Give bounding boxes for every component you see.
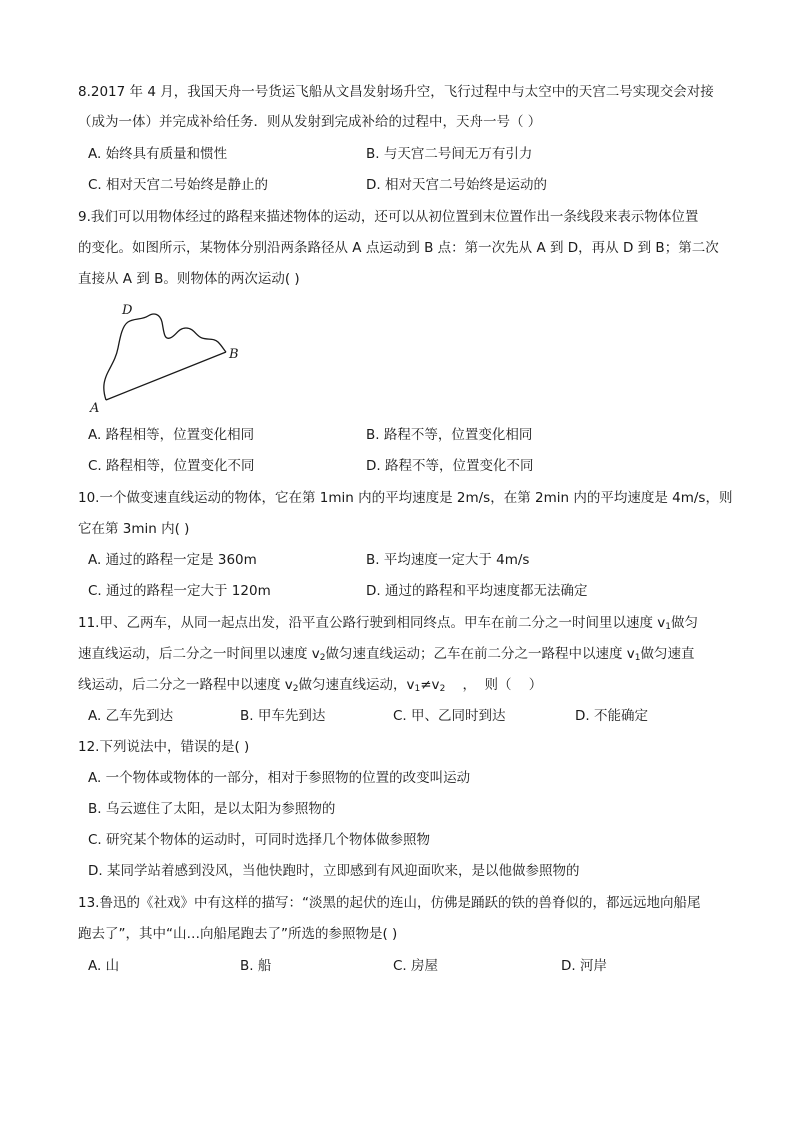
q12-option-d: D. 某同学站着感到没风，当他快跑时，立即感到有风迎面吹来，是以他做参照物的 bbox=[88, 863, 580, 879]
q11-stem-2a: 速直线运动，后二分之一时间里以速度 v bbox=[78, 646, 320, 662]
q13-option-a: A. 山 bbox=[88, 958, 120, 974]
point-a-label: A bbox=[90, 401, 100, 415]
q8-option-d: D. 相对天宫二号始终是运动的 bbox=[366, 177, 547, 193]
q8-option-a: A. 始终具有质量和惯性 bbox=[88, 146, 228, 162]
q9-stem-line1: 9.我们可以用物体经过的路程来描述物体的运动，还可以从初位置到末位置作出一条线段来表示物体位置 bbox=[78, 209, 699, 225]
q13-stem-line1: 13.鲁迅的《社戏》中有这样的描写：“淡黑的起伏的连山，仿佛是踊跃的铁的兽脊似的，都远远地向船尾 bbox=[78, 895, 701, 911]
point-b-label: B bbox=[229, 347, 239, 362]
path-adb-curve bbox=[104, 314, 226, 400]
q11-sub-2: 2 bbox=[319, 653, 326, 663]
q11-stem-3a: 线运动，后二分之一路程中以速度 v bbox=[78, 677, 293, 693]
q11-stem-3b: 做匀速直线运动，v bbox=[298, 677, 415, 693]
q11-option-a: A. 乙车先到达 bbox=[88, 708, 174, 724]
q11-sub-2: 2 bbox=[439, 684, 446, 694]
q13-option-d: D. 河岸 bbox=[561, 958, 607, 974]
path-ab-line bbox=[106, 352, 226, 400]
q12-option-b: B. 乌云遮住了太阳，是以太阳为参照物的 bbox=[88, 801, 336, 817]
q10-option-d: D. 通过的路程和平均速度都无法确定 bbox=[366, 583, 588, 599]
q9-option-d: D. 路程不等，位置变化不同 bbox=[366, 458, 534, 474]
q8-option-c: C. 相对天宫二号始终是静止的 bbox=[88, 177, 269, 193]
q11-option-d: D. 不能确定 bbox=[575, 708, 648, 724]
q11-stem-1a: 11.甲、乙两车，从同一起点出发，沿平直公路行驶到相同终点。甲车在前二分之一时间里以速度 v bbox=[78, 615, 666, 631]
q10-option-c: C. 通过的路程一定大于 120m bbox=[88, 583, 271, 599]
path-diagram bbox=[88, 300, 248, 415]
q11-option-c: C. 甲、乙同时到达 bbox=[393, 708, 506, 724]
q11-stem-3d: ， 则（ ） bbox=[445, 677, 543, 693]
point-d-label: D bbox=[122, 303, 133, 318]
q13-option-b: B. 船 bbox=[240, 958, 272, 974]
q11-stem-3c: ≠v bbox=[420, 677, 440, 693]
q12-option-a: A. 一个物体或物体的一部分，相对于参照物的位置的改变叫运动 bbox=[88, 770, 471, 786]
q9-stem-line3: 直接从 A 到 B。则物体的两次运动( ) bbox=[78, 271, 300, 287]
q11-stem-line1 bbox=[78, 613, 698, 637]
q13-option-c: C. 房屋 bbox=[393, 958, 439, 974]
q11-stem-2c: 做匀速直 bbox=[640, 646, 695, 662]
q11-option-b: B. 甲车先到达 bbox=[240, 708, 326, 724]
q11-sub-1: 1 bbox=[634, 653, 641, 663]
q11-sub-2: 2 bbox=[292, 684, 299, 694]
q11-stem-line2 bbox=[78, 644, 695, 668]
q11-sub-1: 1 bbox=[665, 622, 671, 632]
q11-stem-1b: 做匀 bbox=[670, 615, 698, 631]
q10-option-b: B. 平均速度一定大于 4m/s bbox=[366, 552, 530, 568]
q10-option-a: A. 通过的路程一定是 360m bbox=[88, 552, 257, 568]
q9-option-c: C. 路程相等，位置变化不同 bbox=[88, 458, 255, 474]
q11-stem-2b: 做匀速直线运动；乙车在前二分之一路程中以速度 v bbox=[325, 646, 635, 662]
q9-option-b: B. 路程不等，位置变化相同 bbox=[366, 427, 533, 443]
q8-option-b: B. 与天宫二号间无万有引力 bbox=[366, 146, 533, 162]
q11-sub-1: 1 bbox=[414, 684, 421, 694]
q12-stem: 12.下列说法中，错误的是( ) bbox=[78, 739, 250, 755]
q10-stem-line2: 它在第 3min 内( ) bbox=[78, 521, 190, 537]
q8-stem-line1: 8.2017 年 4 月，我国天舟一号货运飞船从文昌发射场升空，飞行过程中与太空中的天宫二号实现交会对接 bbox=[78, 84, 714, 100]
q9-stem-line2: 的变化。如图所示，某物体分别沿两条路径从 A 点运动到 B 点：第一次先从 A 到 D，再从 D 到 B；第二次 bbox=[78, 240, 719, 256]
q10-stem-line1: 10.一个做变速直线运动的物体，它在第 1min 内的平均速度是 2m/s，在第 2min 内的平均速度是 4m/s，则 bbox=[78, 490, 733, 506]
q12-option-c: C. 研究某个物体的运动时，可同时选择几个物体做参照物 bbox=[88, 832, 431, 848]
q11-stem-line3 bbox=[78, 675, 542, 699]
q13-stem-line2: 跑去了”，其中“山…向船尾跑去了”所选的参照物是( ) bbox=[78, 926, 398, 942]
q9-option-a: A. 路程相等，位置变化相同 bbox=[88, 427, 255, 443]
q8-stem-line2: （成为一体）并完成补给任务．则从发射到完成补给的过程中，天舟一号（ ） bbox=[78, 114, 542, 130]
